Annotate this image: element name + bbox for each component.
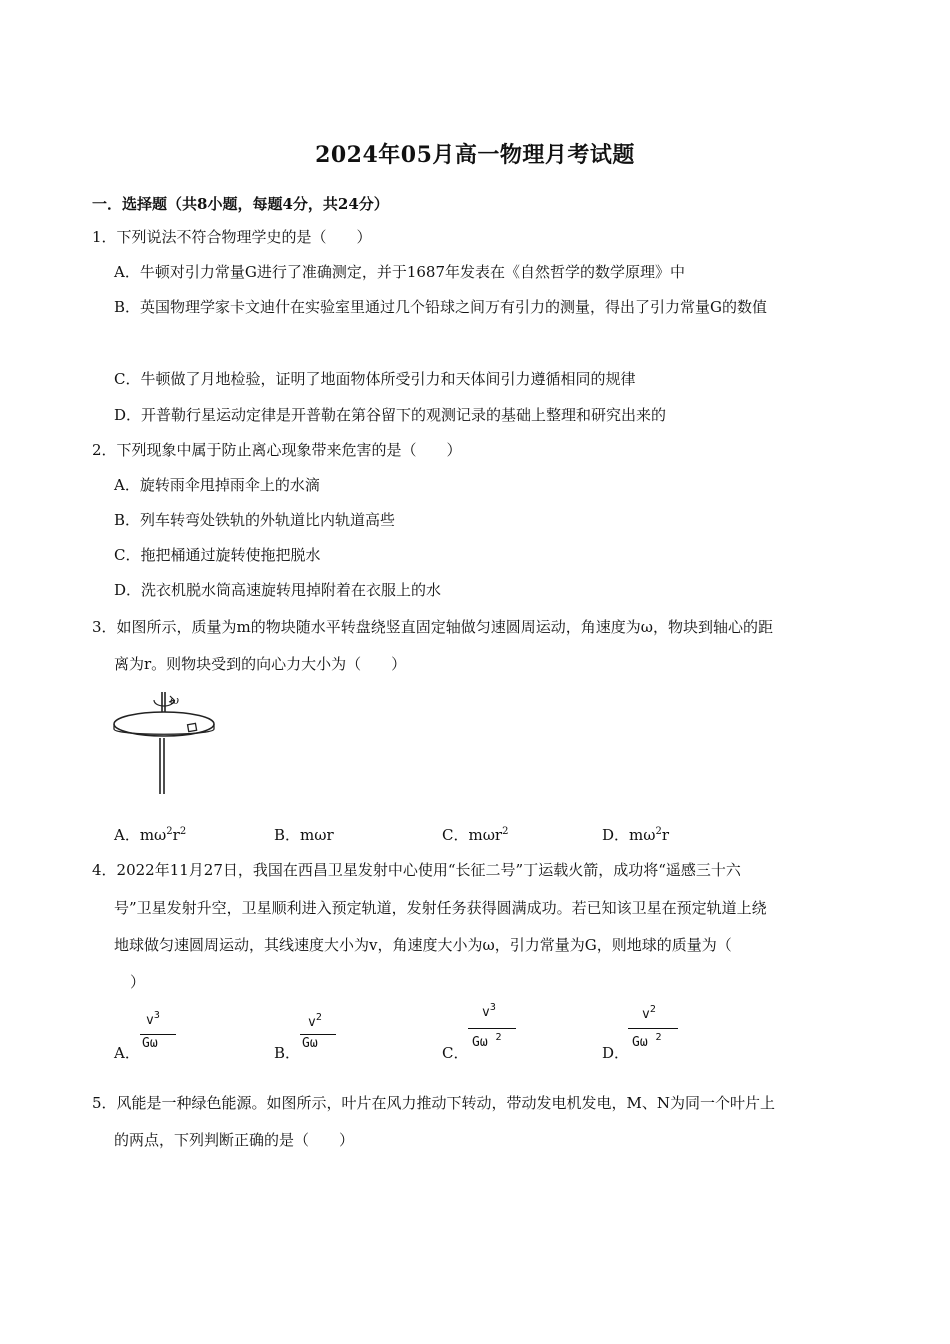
question-3-option-c: C．mωr$^2$ [442,826,509,844]
question-1-option-a: A．牛顿对引力常量G进行了准确测定，并于1687年发表在《自然哲学的数学原理》中 [114,263,685,281]
question-4-option-a-label: A． [114,1044,140,1062]
question-4-option-c-fraction: $v^3$ Gω $^2$ [468,1002,520,1060]
question-1-option-c: C．牛顿做了月地检验，证明了地面物体所受引力和天体间引力遵循相同的规律 [114,370,636,388]
question-3-option-a: A．$m\omega^2r^2$ [114,826,187,844]
question-1-option-b: B．英国物理学家卡文迪什在实验室里通过几个铅球之间万有引力的测量，得出了引力常量G的数值 [114,298,768,316]
question-4-option-a-fraction: $v^3$ Gω [140,1010,180,1060]
omega-label: ω [170,694,179,707]
question-1-option-d: D．开普勒行星运动定律是开普勒在第谷留下的观测记录的基础上整理和研究出来的 [114,406,667,424]
question-2-option-a: A．旋转雨伞甩掉雨伞上的水滴 [114,476,320,494]
question-4-option-c-label: C． [442,1044,469,1062]
question-4-stem-line-1: 4．2022年11月27日，我国在西昌卫星发射中心使用“长征二号”丁运载火箭，成功将“遥感三十六 [92,861,741,879]
question-4-option-b-fraction: $v^2$ Gω [300,1010,340,1060]
question-3-stem-line-1: 3．如图所示，质量为m的物块随水平转盘绕竖直固定轴做匀速圆周运动，角速度为ω，物块到轴心的距 [92,618,774,636]
question-2-option-b: B．列车转弯处铁轨的外轨道比内轨道高些 [114,511,396,529]
question-2-option-c: C．拖把桶通过旋转使拖把脱水 [114,546,321,564]
question-4-stem-line-4: ） [130,973,146,991]
page-title: 2024年05月高一物理月考试题 [315,142,635,168]
question-2-option-d: D．洗衣机脱水筒高速旋转甩掉附着在衣服上的水 [114,581,442,599]
question-4-stem-line-2: 号”卫星发射升空，卫星顺利进入预定轨道，发射任务获得圆满成功。若已知该卫星在预定轨道上绕 [114,899,767,917]
question-4-option-d-label: D． [602,1044,630,1062]
question-3-option-b: B．mωr [274,826,334,844]
question-1-stem: 1．下列说法不符合物理学史的是（ ） [92,228,372,246]
question-4-stem-line-3: 地球做匀速圆周运动，其线速度大小为v，角速度大小为ω，引力常量为G，则地球的质量为（ [114,936,732,954]
question-2-stem: 2．下列现象中属于防止离心现象带来危害的是（ ） [92,441,462,459]
question-3-option-d: D．$m\omega^2r$ [602,826,670,844]
section-heading: 一．选择题（共8小题，每题4分，共24分） [92,195,389,213]
question-4-option-d-fraction: $v^2$ Gω $^2$ [628,1002,680,1060]
turntable-figure [110,686,220,798]
question-3-stem-line-2: 离为r。则物块受到的向心力大小为（ ） [114,655,407,673]
question-4-option-b-label: B． [274,1044,301,1062]
question-5-stem-line-2: 的两点，下列判断正确的是（ ） [114,1131,355,1149]
question-5-stem-line-1: 5．风能是一种绿色能源。如图所示，叶片在风力推动下转动，带动发电机发电，M、N为同一个叶片上 [92,1094,776,1112]
